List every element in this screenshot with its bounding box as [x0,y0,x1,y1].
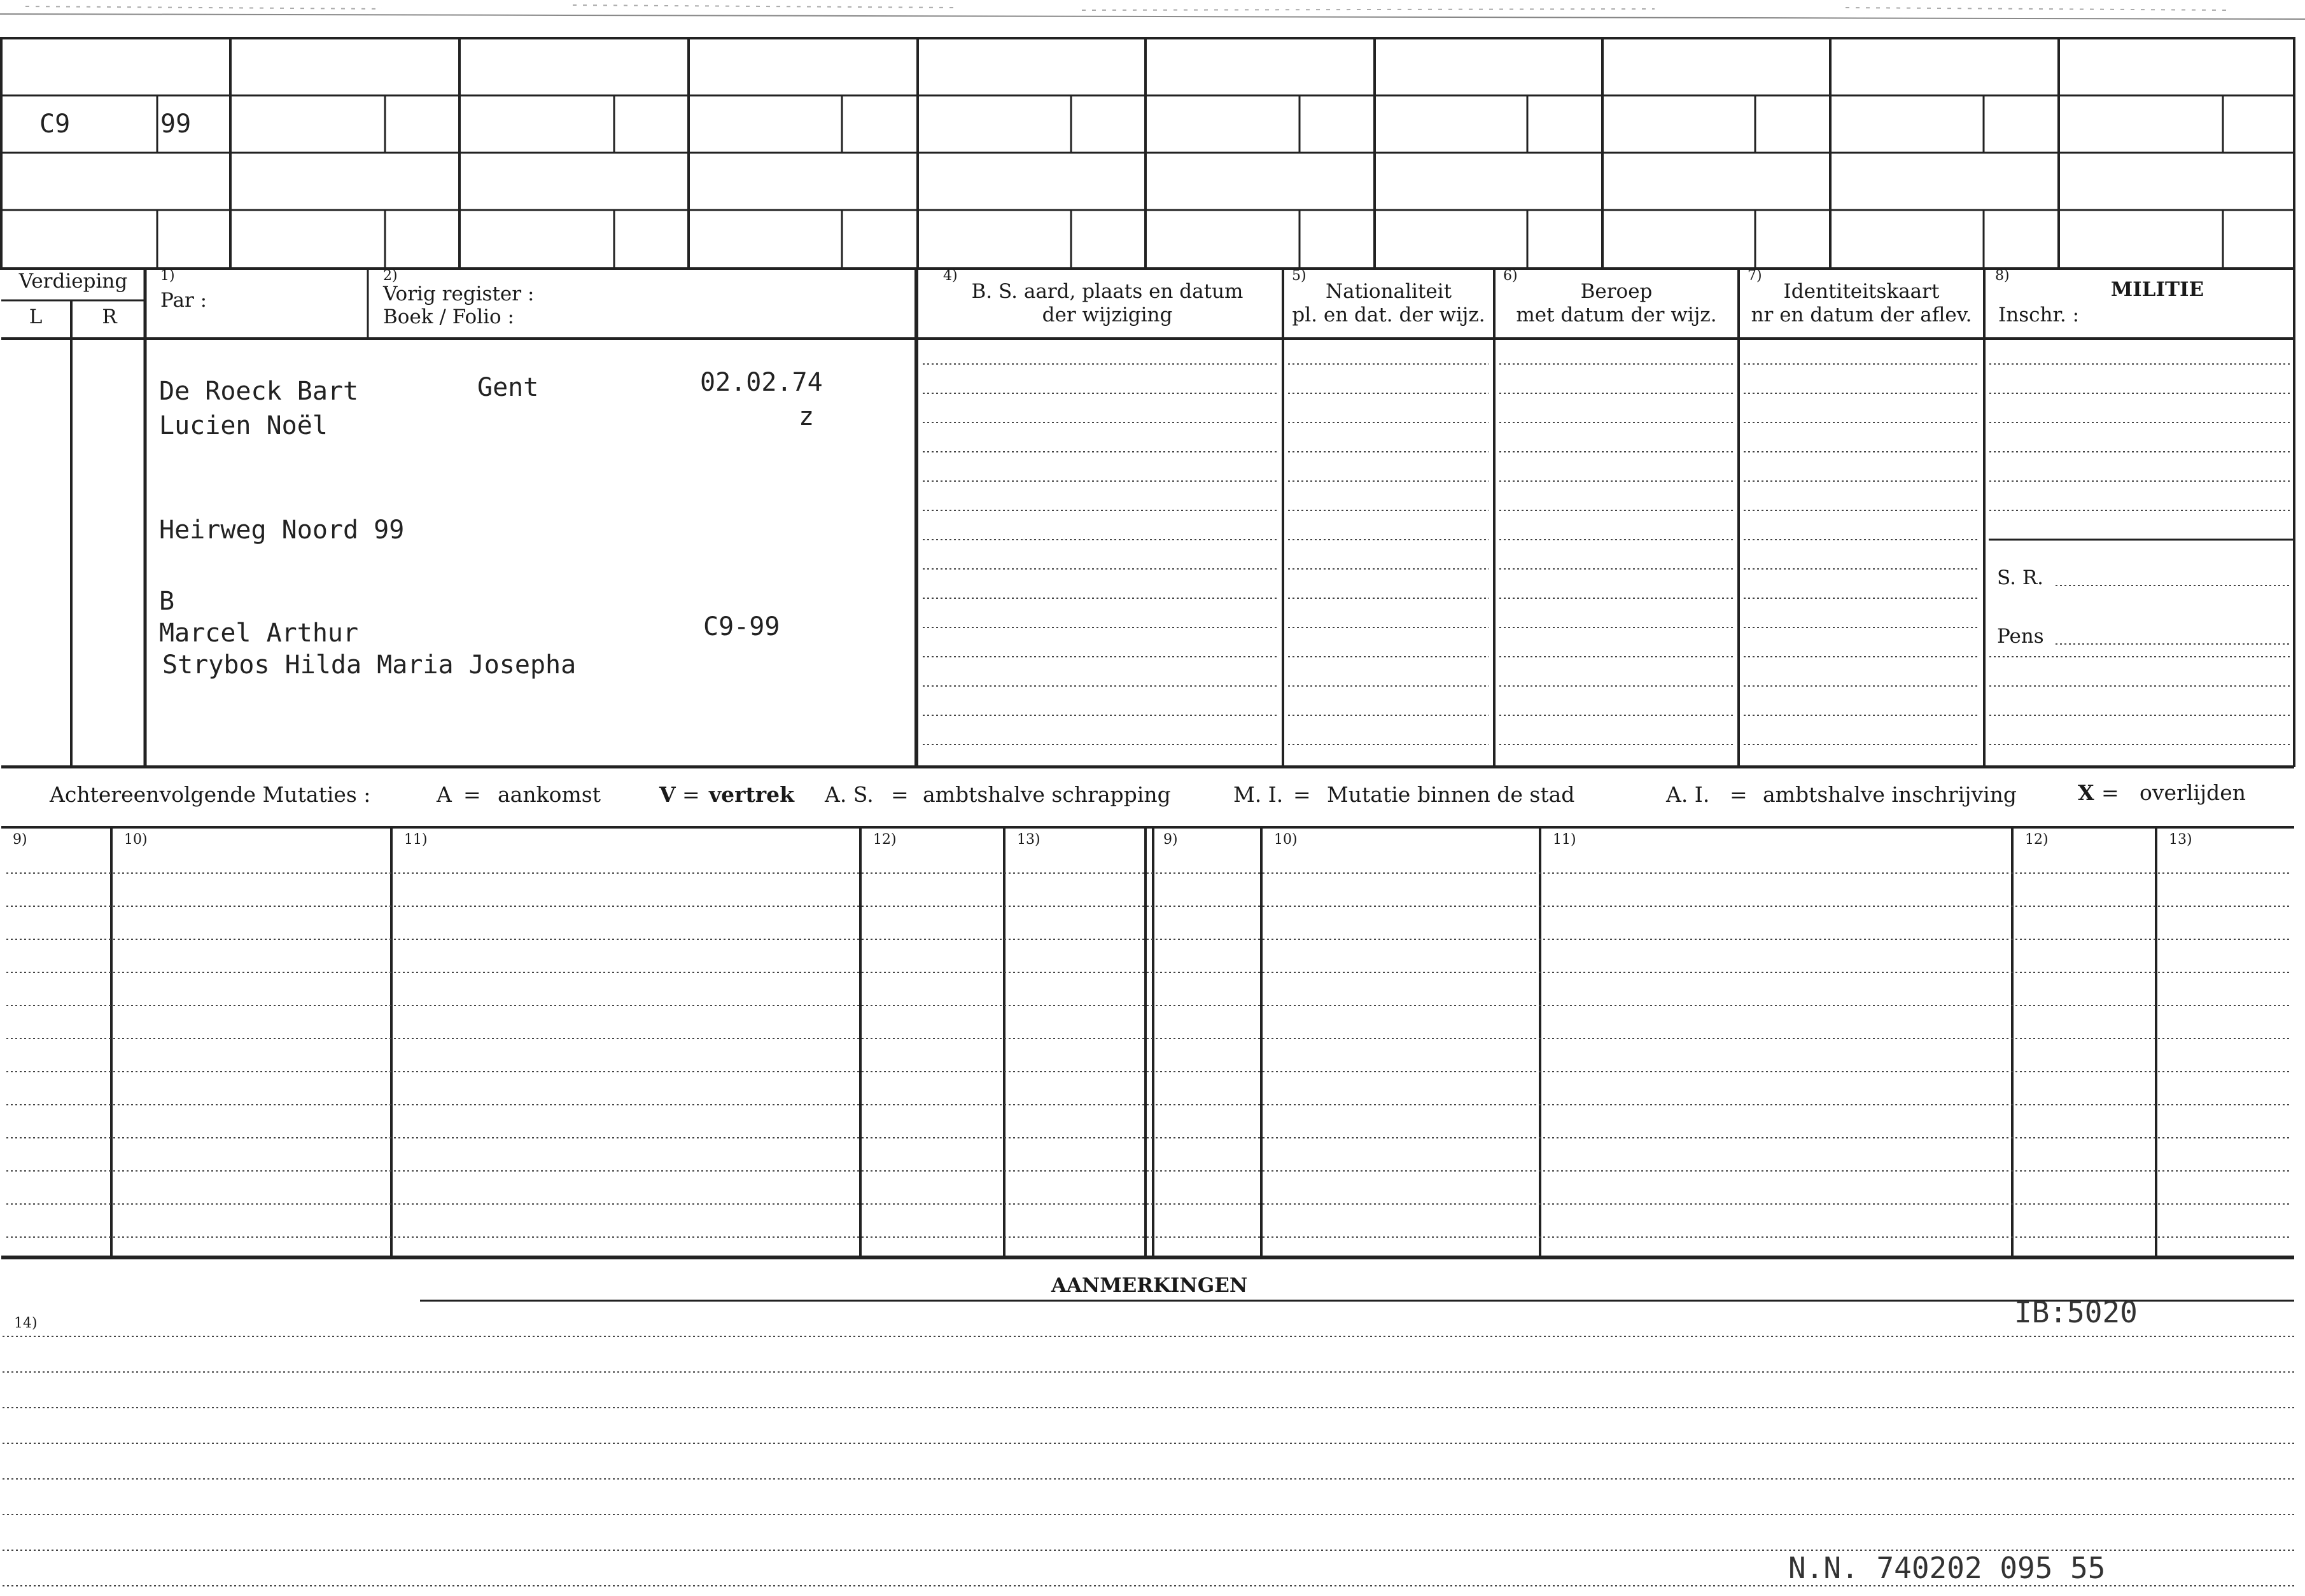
col5-number: 5) [1292,268,1307,284]
col2-number: 2) [383,268,398,284]
militie-sr: S. R. [1997,566,2044,589]
sector-code: C9 [39,109,71,139]
remarks-lines [3,1336,2294,1586]
col6-number: 6) [1503,268,1518,284]
svg-text:=: = [2101,780,2119,805]
col5-label-1: Nationaliteit [1325,280,1452,303]
col7-number: 7) [1748,268,1762,284]
mutations-legend-items [436,780,2246,807]
mutation-table-lines [1,827,2294,1257]
mother-names: Strybos Hilda Maria Josepha [162,650,577,680]
person-other-names: Lucien Noël [159,411,328,440]
legend-code-as: A. S. [825,782,874,807]
col2-label-folio: Boek / Folio : [383,305,514,328]
mut-col-13: 13) [1017,832,1040,848]
national-number: N.N. 740202 095 55 [1788,1551,2106,1585]
remarks-stamp: IB:5020 [2014,1295,2138,1329]
legend-meaning-a: aankomst [498,782,601,807]
legend-code-a: A [437,782,452,807]
mut-col-11b: 11) [1553,832,1576,848]
birth-place: Gent [477,373,539,402]
legend-meaning-x: overlijden [2140,780,2246,805]
remarks-title: AANMERKINGEN [1051,1274,1248,1297]
col4-number: 4) [943,268,958,284]
legend-meaning-mi: Mutatie binnen de stad [1327,782,1575,807]
col5-label-2: pl. en dat. der wijz. [1292,304,1485,326]
top-edge-marks [0,5,2305,19]
svg-text:=: = [891,782,909,807]
militie-title: MILITIE [2110,278,2204,301]
col2-label-register: Vorig register : [383,283,535,305]
floor-label: Verdieping [18,270,128,293]
mutations-title: Achtereenvolgende Mutaties : [50,782,371,807]
house-number-code: 99 [160,109,192,139]
mut-col-13b: 13) [2169,832,2192,848]
register-reference: C9-99 [703,612,780,641]
legend-code-mi: M. I. [1233,782,1284,807]
col8-number: 8) [1995,268,2010,284]
svg-text:=: = [1730,782,1748,807]
mut-col-10: 10) [124,832,148,848]
address: Heirweg Noord 99 [159,515,405,545]
mut-col-12: 12) [873,832,897,848]
col1-number: 1) [160,268,175,284]
col6-label-2: met datum der wijz. [1516,304,1717,326]
svg-text:=: = [682,782,700,807]
col7-label-2: nr en datum der aflev. [1751,304,1972,326]
marker-z: z [799,402,815,431]
birth-date: 02.02.74 [700,368,823,397]
militie-inschr: Inschr. : [1998,304,2080,326]
col4-label-2: der wijziging [1042,304,1173,326]
entry-area-lines [1,364,2294,767]
nationality-code: B [159,587,175,616]
militie-pens: Pens [1997,625,2044,648]
mut-col-11: 11) [404,832,428,848]
person-surname-firstname: De Roeck Bart [159,377,359,406]
legend-code-ai: A. I. [1666,782,1710,807]
mut-col-12b: 12) [2025,832,2049,848]
legend-code-v: V [659,782,676,807]
legend-code-x: X [2078,780,2094,805]
legend-meaning-ai: ambtshalve inschrijving [1763,782,2017,807]
legend-meaning-as: ambtshalve schrapping [923,782,1171,807]
mut-col-9: 9) [13,832,27,848]
legend-meaning-v: vertrek [709,782,795,807]
svg-text:=: = [1293,782,1311,807]
col1-label: Par : [160,289,207,312]
remarks-number: 14) [14,1315,38,1331]
top-code-grid [1,38,2294,269]
floor-right: R [102,305,117,328]
floor-left: L [29,305,43,328]
mut-col-10b: 10) [1274,832,1298,848]
svg-text:=: = [463,782,481,807]
col6-label-1: Beroep [1580,280,1653,303]
mut-col-9b: 9) [1163,832,1178,848]
father-names: Marcel Arthur [159,619,359,648]
mutation-column-numbers [13,832,2192,848]
col7-label-1: Identiteitskaart [1783,280,1940,303]
col4-label-1: B. S. aard, plaats en datum [971,280,1244,303]
